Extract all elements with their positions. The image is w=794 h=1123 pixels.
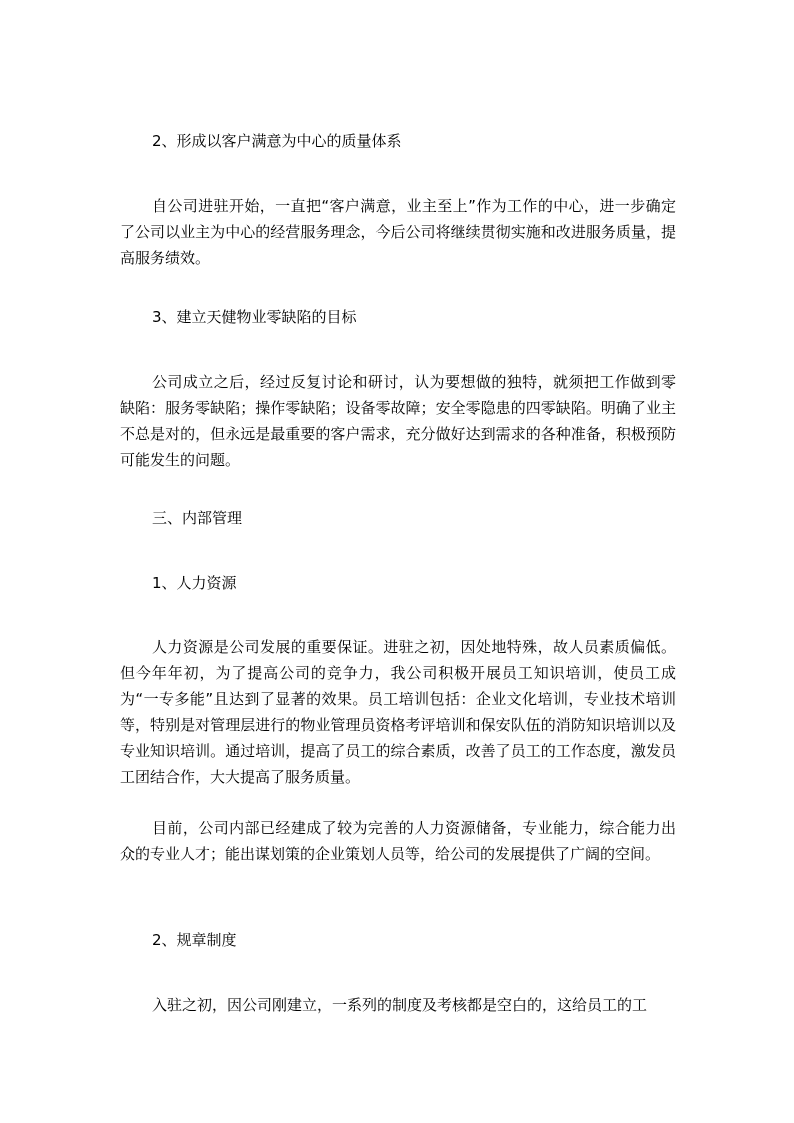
document-page: [120, 0, 676, 1123]
section-heading-quality-system: 2、形成以客户满意为中心的质量体系: [152, 132, 402, 150]
paragraph-human-resources: 人力资源是公司发展的重要保证。进驻之初，因处地特殊，故人员素质偏低。但今年年初，为了提高公司的竞争力，我公司积极开展员工知识培训，使员工成为“一专多能”且达到了显著的效果。员工培训包括：企业文化培训，专业技术培训等，特别是对管理层进行的物业管理员资格考评培训和保安队伍的消防知识培训以及专业知识培训。通过培训，提高了员工的综合素质，改善了员工的工作态度，激发员工团结合作，大大提高了服务质量。: [120, 638, 676, 786]
section-heading-zero-defect: 3、建立天健物业零缺陷的目标: [152, 308, 357, 326]
section-heading-human-resources: 1、人力资源: [152, 574, 237, 592]
paragraph-zero-defect: 公司成立之后，经过反复讨论和研讨，认为要想做的独特，就须把工作做到零缺陷：服务零缺陷；操作零缺陷；设备零故障；安全零隐患的四零缺陷。明确了业主不总是对的，但永远是最重要的客户需求，充分做好达到需求的各种准备，积极预防可能发生的问题。: [120, 373, 676, 469]
paragraph-talent-reserve: 目前，公司内部已经建成了较为完善的人力资源储备，专业能力，综合能力出众的专业人才；能出谋划策的企业策划人员等，给公司的发展提供了广阔的空间。: [120, 819, 676, 863]
paragraph-regulations: 入驻之初，因公司刚建立，一系列的制度及考核都是空白的，这给员工的工: [152, 996, 648, 1014]
section-heading-internal-management: 三、内部管理: [152, 509, 243, 527]
paragraph-customer-satisfaction: 自公司进驻开始，一直把“客户满意，业主至上”作为工作的中心，进一步确定了公司以业主为中心的经营服务理念，今后公司将继续贯彻实施和改进服务质量，提高服务绩效。: [120, 197, 676, 267]
section-heading-regulations: 2、规章制度: [152, 931, 237, 949]
